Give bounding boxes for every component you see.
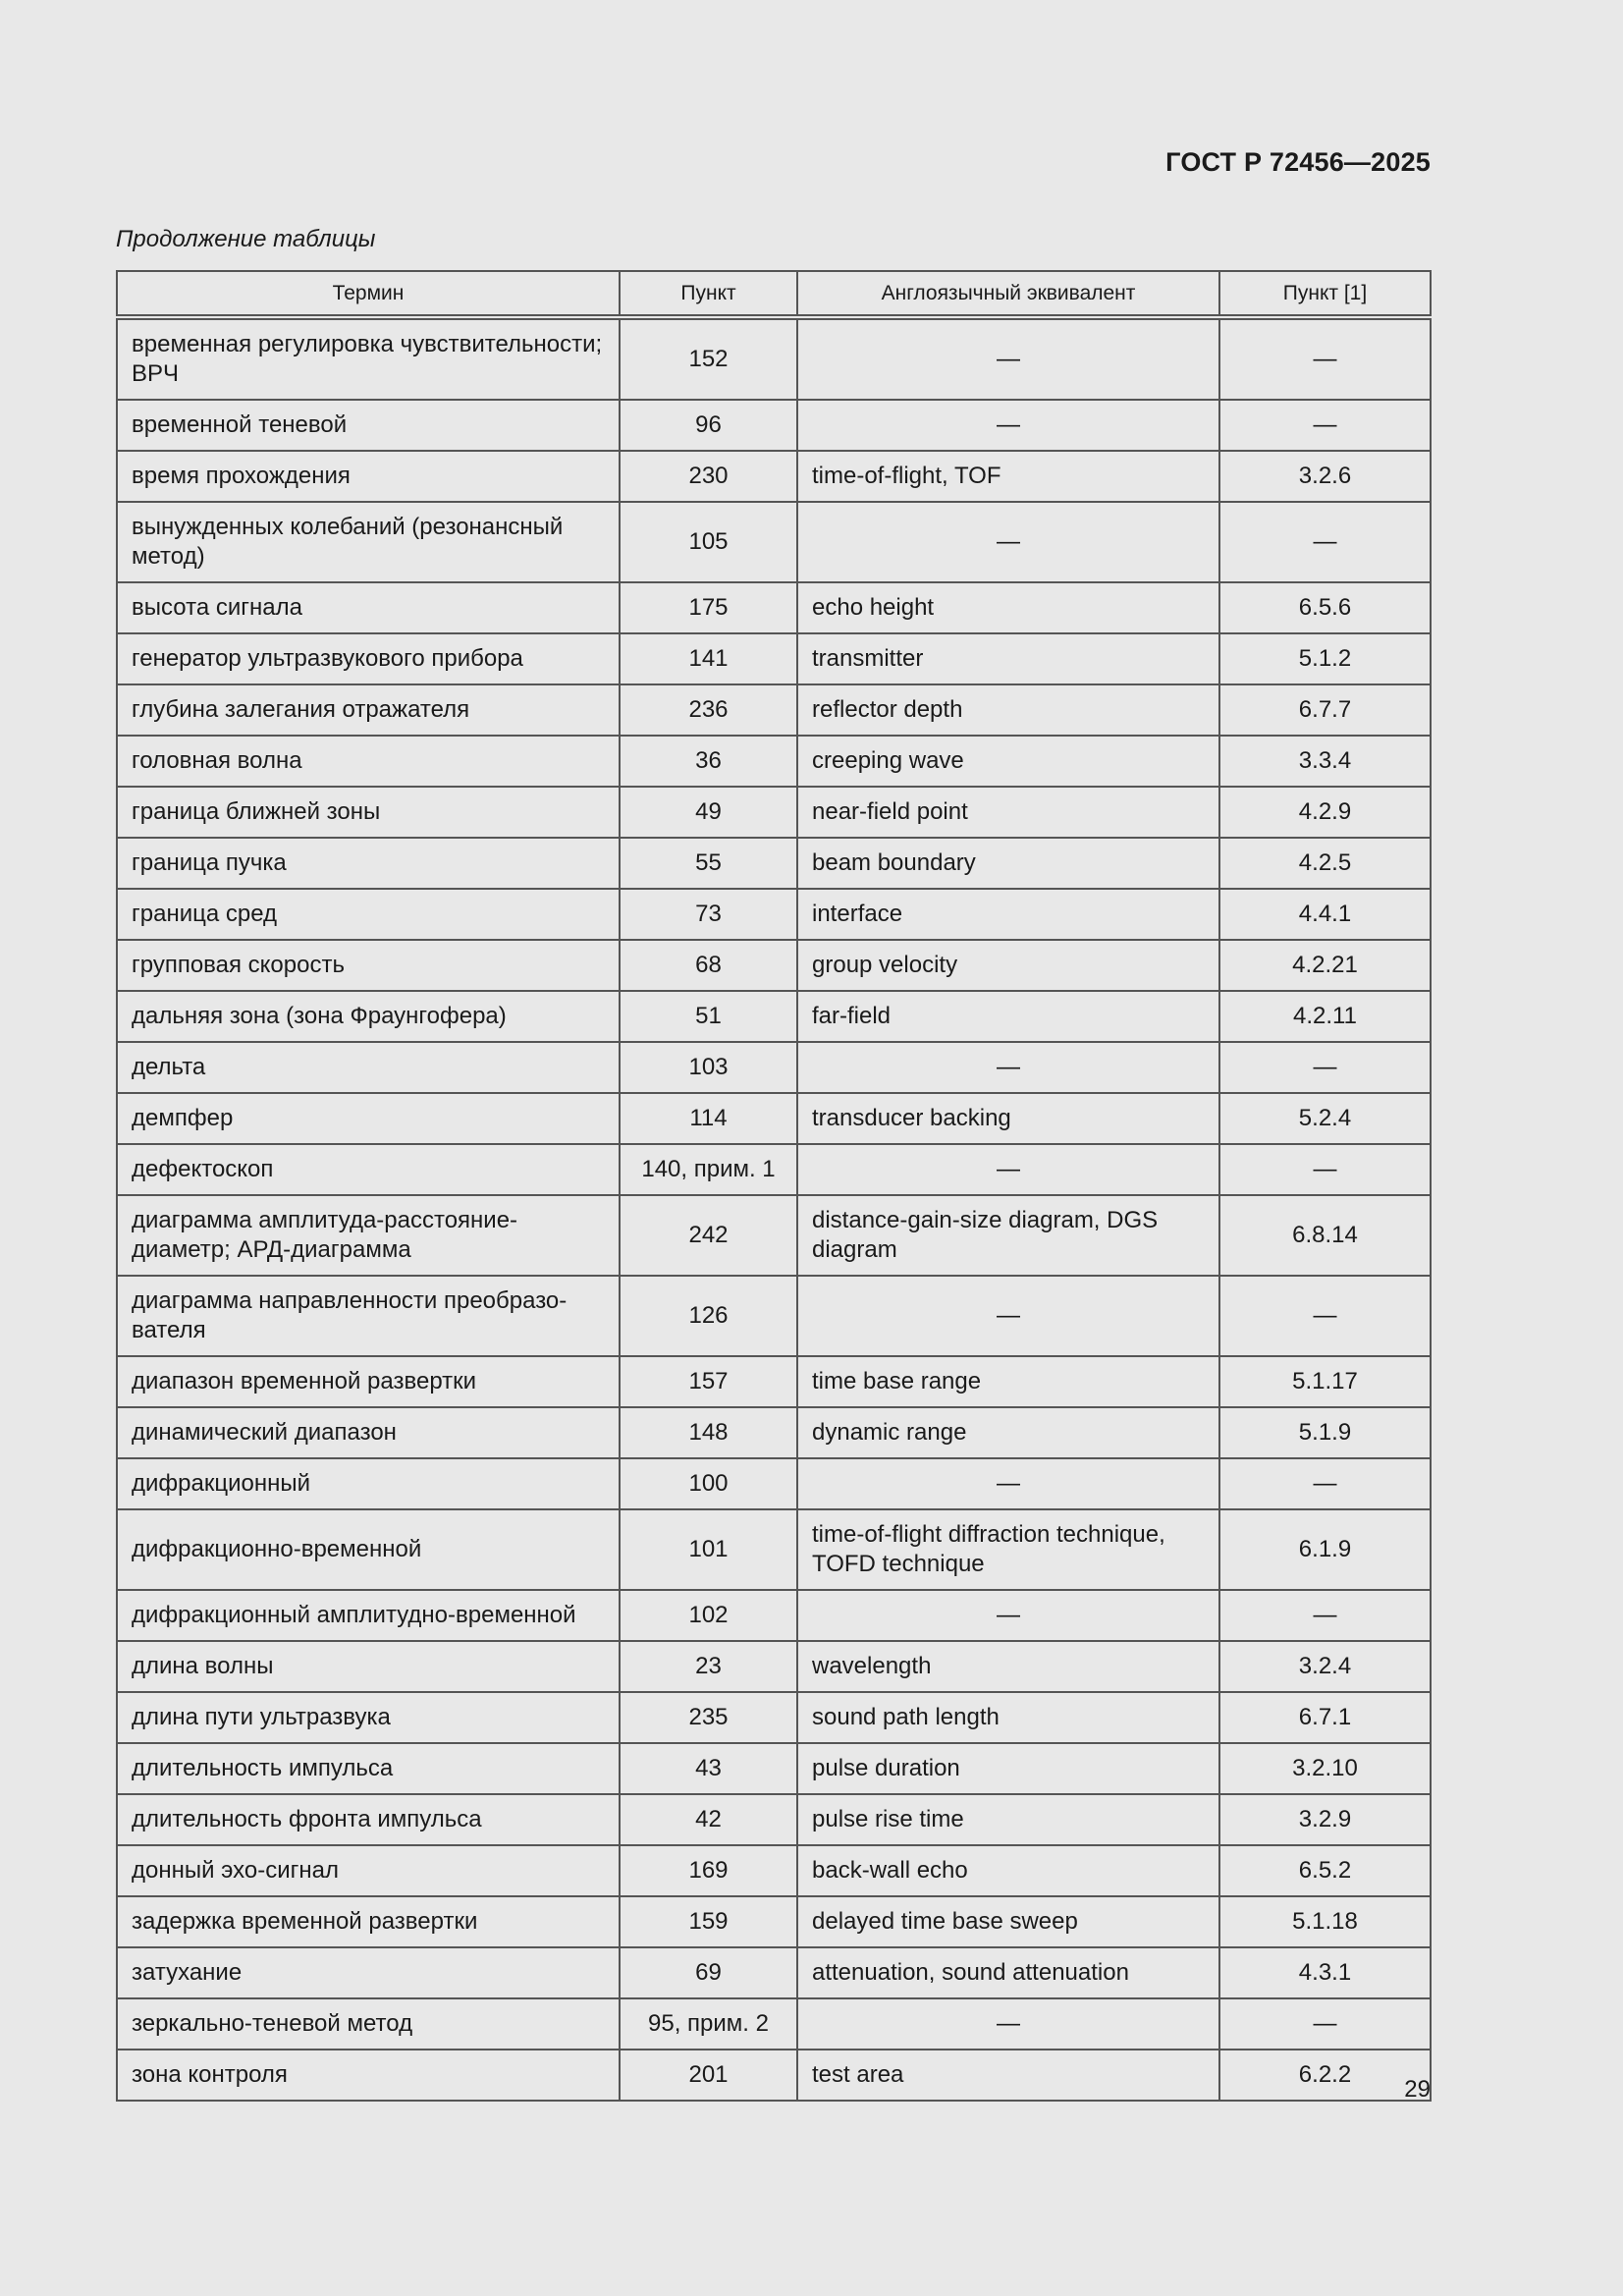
cell-reference: 3.2.9 (1219, 1794, 1431, 1845)
cell-term: временная регулировка чувствительности; ВРЧ (117, 317, 620, 400)
cell-reference: 3.2.10 (1219, 1743, 1431, 1794)
cell-english: — (797, 1276, 1219, 1356)
table-row (117, 2050, 1431, 2101)
cell-item: 235 (620, 1692, 797, 1743)
cell-term: групповая скорость (117, 940, 620, 991)
cell-english: — (797, 1144, 1219, 1195)
cell-reference: 6.7.1 (1219, 1692, 1431, 1743)
cell-english: interface (797, 889, 1219, 940)
table-row (117, 451, 1431, 502)
cell-reference: — (1219, 502, 1431, 582)
cell-english: beam boundary (797, 838, 1219, 889)
table-row (117, 838, 1431, 889)
cell-english: wavelength (797, 1641, 1219, 1692)
cell-english: far-field (797, 991, 1219, 1042)
cell-term: диаграмма амплитуда-расстояние-диаметр; АРД-диаграмма (117, 1195, 620, 1276)
cell-reference: — (1219, 400, 1431, 451)
cell-reference: 5.1.2 (1219, 633, 1431, 684)
cell-reference: 5.2.4 (1219, 1093, 1431, 1144)
table-row (117, 1947, 1431, 1998)
table-row (117, 684, 1431, 736)
table-row (117, 787, 1431, 838)
cell-english: time base range (797, 1356, 1219, 1407)
cell-reference: 4.2.21 (1219, 940, 1431, 991)
table-body (117, 317, 1431, 2101)
cell-term: длина волны (117, 1641, 620, 1692)
cell-english: test area (797, 2050, 1219, 2101)
cell-item: 126 (620, 1276, 797, 1356)
cell-reference: — (1219, 1590, 1431, 1641)
cell-item: 42 (620, 1794, 797, 1845)
cell-item: 73 (620, 889, 797, 940)
cell-english: time-of-flight, TOF (797, 451, 1219, 502)
cell-term: глубина залегания отражателя (117, 684, 620, 736)
table-row (117, 582, 1431, 633)
cell-reference: — (1219, 1042, 1431, 1093)
cell-item: 55 (620, 838, 797, 889)
cell-english: transmitter (797, 633, 1219, 684)
table-row (117, 1590, 1431, 1641)
cell-item: 152 (620, 317, 797, 400)
terms-table (116, 270, 1432, 2102)
cell-term: генератор ультразвукового прибора (117, 633, 620, 684)
cell-term: дальняя зона (зона Фраунгофера) (117, 991, 620, 1042)
table-row (117, 1743, 1431, 1794)
column-header-item: Пункт (620, 271, 797, 317)
cell-english: — (797, 1998, 1219, 2050)
cell-item: 157 (620, 1356, 797, 1407)
cell-item: 101 (620, 1509, 797, 1590)
cell-english: reflector depth (797, 684, 1219, 736)
cell-term: головная волна (117, 736, 620, 787)
cell-reference: 4.4.1 (1219, 889, 1431, 940)
cell-reference: — (1219, 317, 1431, 400)
cell-english: — (797, 1458, 1219, 1509)
cell-english: echo height (797, 582, 1219, 633)
cell-item: 49 (620, 787, 797, 838)
cell-english: — (797, 1042, 1219, 1093)
cell-reference: 3.2.4 (1219, 1641, 1431, 1692)
cell-item: 141 (620, 633, 797, 684)
cell-term: задержка временной развертки (117, 1896, 620, 1947)
cell-item: 102 (620, 1590, 797, 1641)
cell-reference: 4.2.5 (1219, 838, 1431, 889)
cell-reference: 6.5.6 (1219, 582, 1431, 633)
cell-term: длина пути ультразвука (117, 1692, 620, 1743)
cell-reference: — (1219, 1458, 1431, 1509)
cell-term: дифракционный амплитудно-временной (117, 1590, 620, 1641)
cell-item: 159 (620, 1896, 797, 1947)
cell-term: дифракционно-временной (117, 1509, 620, 1590)
cell-term: дифракционный (117, 1458, 620, 1509)
cell-term: высота сигнала (117, 582, 620, 633)
cell-reference: 5.1.17 (1219, 1356, 1431, 1407)
cell-english: near-field point (797, 787, 1219, 838)
cell-item: 140, прим. 1 (620, 1144, 797, 1195)
cell-reference: 3.2.6 (1219, 451, 1431, 502)
table-row (117, 317, 1431, 400)
table-row (117, 889, 1431, 940)
cell-english: sound path length (797, 1692, 1219, 1743)
cell-term: демпфер (117, 1093, 620, 1144)
cell-item: 95, прим. 2 (620, 1998, 797, 2050)
cell-reference: — (1219, 1144, 1431, 1195)
table-row (117, 1144, 1431, 1195)
cell-english: distance-gain-size diagram, DGS diagram (797, 1195, 1219, 1276)
document-number: ГОСТ Р 72456—2025 (1165, 147, 1431, 177)
cell-term: диаграмма направленности преобразо-вателя (117, 1276, 620, 1356)
column-header-reference: Пункт [1] (1219, 271, 1431, 317)
cell-reference: 5.1.9 (1219, 1407, 1431, 1458)
table-caption: Продолжение таблицы (116, 226, 376, 252)
cell-reference: 6.1.9 (1219, 1509, 1431, 1590)
cell-english: group velocity (797, 940, 1219, 991)
table-row (117, 502, 1431, 582)
cell-item: 96 (620, 400, 797, 451)
table-row (117, 1093, 1431, 1144)
cell-reference: — (1219, 1998, 1431, 2050)
table-row (117, 1407, 1431, 1458)
cell-item: 36 (620, 736, 797, 787)
cell-reference: 3.3.4 (1219, 736, 1431, 787)
cell-term: граница сред (117, 889, 620, 940)
cell-item: 23 (620, 1641, 797, 1692)
cell-term: динамический диапазон (117, 1407, 620, 1458)
cell-reference: 6.2.2 (1219, 2050, 1431, 2101)
table-row (117, 1692, 1431, 1743)
cell-english: dynamic range (797, 1407, 1219, 1458)
table-row (117, 1641, 1431, 1692)
cell-term: дельта (117, 1042, 620, 1093)
cell-term: граница ближней зоны (117, 787, 620, 838)
cell-item: 105 (620, 502, 797, 582)
table-row (117, 400, 1431, 451)
cell-term: дефектоскоп (117, 1144, 620, 1195)
page-number: 29 (1404, 2076, 1431, 2103)
table-row (117, 736, 1431, 787)
cell-term: граница пучка (117, 838, 620, 889)
cell-english: — (797, 1590, 1219, 1641)
cell-term: зеркально-теневой метод (117, 1998, 620, 2050)
table-header-row (117, 271, 1431, 317)
cell-term: длительность импульса (117, 1743, 620, 1794)
cell-reference: 4.2.11 (1219, 991, 1431, 1042)
cell-reference: 6.7.7 (1219, 684, 1431, 736)
cell-english: — (797, 502, 1219, 582)
cell-item: 242 (620, 1195, 797, 1276)
cell-reference: 5.1.18 (1219, 1896, 1431, 1947)
cell-reference: 6.5.2 (1219, 1845, 1431, 1896)
table-row (117, 1042, 1431, 1093)
cell-reference: 4.3.1 (1219, 1947, 1431, 1998)
cell-item: 236 (620, 684, 797, 736)
cell-term: время прохождения (117, 451, 620, 502)
cell-english: — (797, 400, 1219, 451)
cell-term: зона контроля (117, 2050, 620, 2101)
table-row (117, 1998, 1431, 2050)
cell-item: 69 (620, 1947, 797, 1998)
cell-term: временной теневой (117, 400, 620, 451)
cell-item: 169 (620, 1845, 797, 1896)
cell-english: delayed time base sweep (797, 1896, 1219, 1947)
table-row (117, 1509, 1431, 1590)
cell-item: 51 (620, 991, 797, 1042)
table-row (117, 1845, 1431, 1896)
cell-english: time-of-flight diffraction technique, TOFD technique (797, 1509, 1219, 1590)
cell-term: вынужденных колебаний (резонансный метод) (117, 502, 620, 582)
cell-item: 175 (620, 582, 797, 633)
table-row (117, 1356, 1431, 1407)
cell-term: затухание (117, 1947, 620, 1998)
table-row (117, 1276, 1431, 1356)
cell-item: 103 (620, 1042, 797, 1093)
cell-item: 148 (620, 1407, 797, 1458)
table-row (117, 633, 1431, 684)
cell-english: back-wall echo (797, 1845, 1219, 1896)
table-row (117, 1794, 1431, 1845)
cell-reference: 4.2.9 (1219, 787, 1431, 838)
cell-english: pulse duration (797, 1743, 1219, 1794)
cell-english: transducer backing (797, 1093, 1219, 1144)
table-row (117, 991, 1431, 1042)
column-header-term: Термин (117, 271, 620, 317)
cell-item: 68 (620, 940, 797, 991)
cell-english: — (797, 317, 1219, 400)
cell-item: 114 (620, 1093, 797, 1144)
table-row (117, 1195, 1431, 1276)
cell-item: 201 (620, 2050, 797, 2101)
column-header-english: Англоязычный эквивалент (797, 271, 1219, 317)
cell-item: 100 (620, 1458, 797, 1509)
table-row (117, 1896, 1431, 1947)
cell-item: 43 (620, 1743, 797, 1794)
cell-english: pulse rise time (797, 1794, 1219, 1845)
cell-term: длительность фронта импульса (117, 1794, 620, 1845)
cell-reference: — (1219, 1276, 1431, 1356)
cell-item: 230 (620, 451, 797, 502)
cell-english: attenuation, sound attenuation (797, 1947, 1219, 1998)
cell-english: creeping wave (797, 736, 1219, 787)
cell-reference: 6.8.14 (1219, 1195, 1431, 1276)
cell-term: диапазон временной развертки (117, 1356, 620, 1407)
cell-term: донный эхо-сигнал (117, 1845, 620, 1896)
table-row (117, 940, 1431, 991)
table-row (117, 1458, 1431, 1509)
